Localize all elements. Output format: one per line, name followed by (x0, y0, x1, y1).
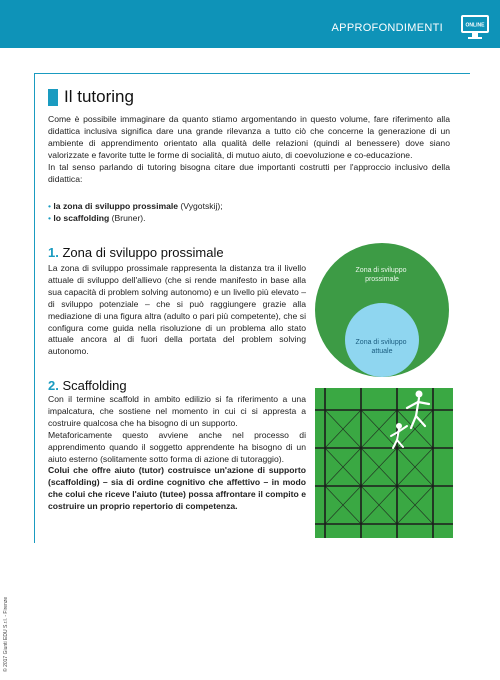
outer-zone-line: prossimale (365, 276, 399, 283)
inner-zone-line: Zona di sviluppo (355, 339, 407, 346)
bullet-item: • la zona di sviluppo prossimale (Vygotskij); (48, 201, 223, 211)
section-label: APPROFONDIMENTI (331, 22, 443, 34)
top-rule (34, 73, 470, 74)
header-bar (0, 0, 500, 48)
section1-heading: 1. Zona di sviluppo prossimale (48, 245, 224, 260)
page-title: Il tutoring (64, 87, 134, 106)
section2-text: Con il termine scaffold in ambito edilizio si fa riferimento a una impalcatura, che sostiene nel momento in cui ci si appresta a costruire qualcosa che ha bisogno di un supporto. Metaforicamente questo avviene anche nel processo di apprendimento quando il soggetto apprendente ha bisogno di un aiuto esterno (solitamente sotto forma di azione di tutoraggio). Colui che offre aiuto (tutor) costruisce un'azione di supporto (scaffolding) – sia di ordine cognitivo che affettivo – in modo che colui che riceve l'aiuto (tutee) possa affrontare il compito e costruire un proprio repertorio di competenza. (48, 394, 306, 512)
outer-zone-line: Zona di sviluppo (355, 267, 407, 274)
left-rule (34, 73, 35, 543)
scaffold-illustration (315, 388, 453, 538)
section2-heading: 2. Scaffolding (48, 378, 127, 393)
intro-paragraph: Come è possibile immaginare da quanto stiamo argomentando in questo volume, fare riferimento alla didattica inclusiva significa dare una grande rilevanza a tutto ciò che concerne la generazione di un ambiente di apprendimento orientato alla qualità delle relazioni (quindi al benessere) dove siano valorizzate e favorite tutte le forme di socialità, di mutuo aiuto, di coevoluzione e co-educazione. In tal senso parlando di tutoring bisogna citare due importanti costrutti per l'approccio inclusivo della didattica: (48, 114, 450, 184)
copyright-note: © 2017 Giunti EDU S.r.l. - Firenze (3, 596, 9, 672)
title-row (48, 87, 134, 107)
zone-diagram (310, 240, 455, 380)
title-marker (48, 89, 58, 106)
online-monitor-icon[interactable] (460, 14, 490, 40)
online-badge-text: ONLINE (465, 22, 485, 29)
section1-text: La zona di sviluppo prossimale rappresenta la distanza tra il livello attuale di sviluppo dell'allievo (che si rende manifesto in base alla sua capacità di problem solving autonomo) e un livello più elevato – di sviluppo potenziale – che si può raggiungere grazie alla mediazione di una figura altra (adulto o pari più competente), che si configura come guida nella risoluzione di un problema allo stato attuale ancora al di fuori della portata del problem solving autonomo. (48, 263, 306, 357)
bullet-item: • lo scaffolding (Bruner). (48, 213, 146, 223)
inner-zone-line: attuale (371, 348, 393, 355)
